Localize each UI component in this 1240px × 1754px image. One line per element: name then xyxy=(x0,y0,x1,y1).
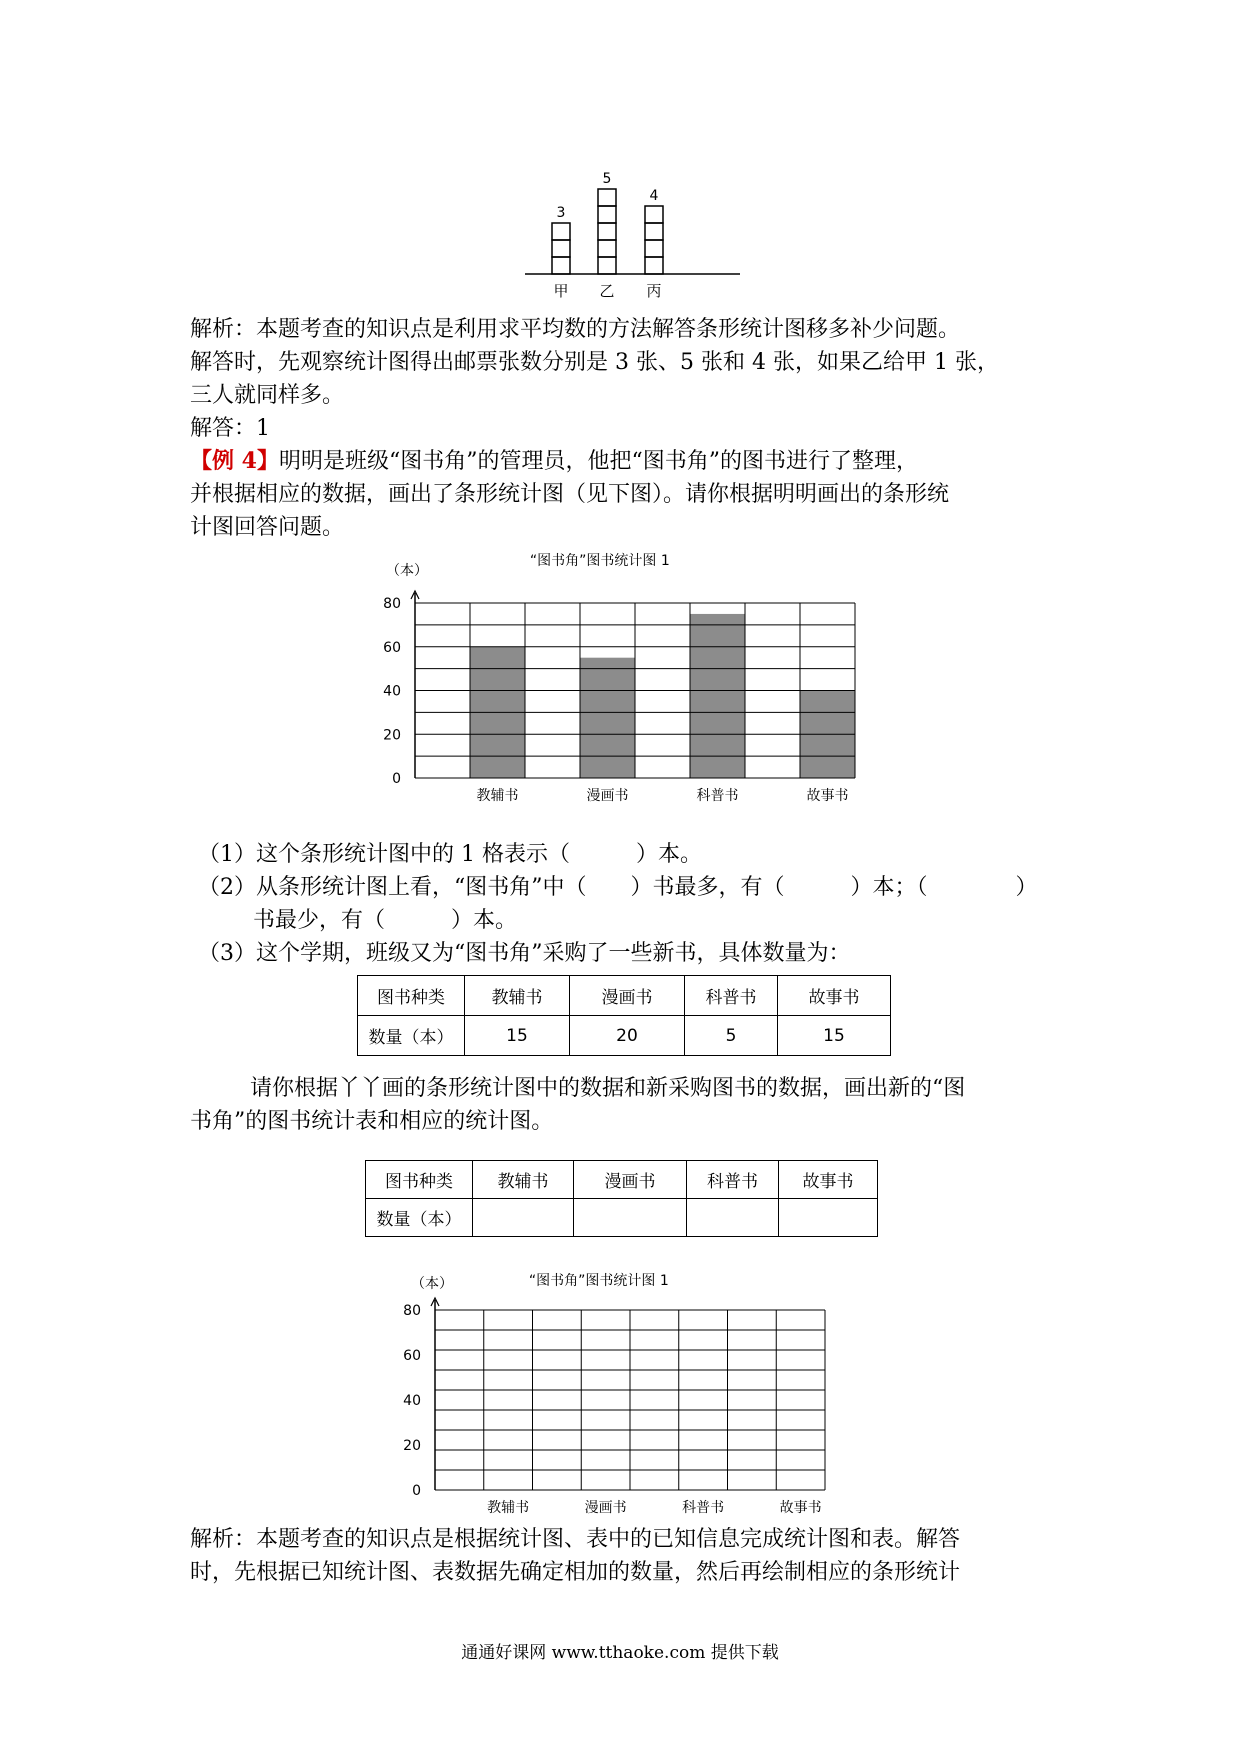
stamp-unit-square xyxy=(598,240,616,257)
instruction-line-1: 请你根据丫丫画的条形统计图中的数据和新采购图书的数据，画出新的“图 xyxy=(250,1076,966,1101)
x-tick-label: 故事书 xyxy=(779,1500,822,1516)
question-2a: （2）从条形统计图上看，“图书角”中（ ）书最多，有（ ）本；（ ） xyxy=(198,875,1038,900)
table-cell: 数量（本） xyxy=(366,1199,473,1237)
stamp-unit-square xyxy=(552,240,570,257)
example-4-tag: 【例 4】 xyxy=(190,448,279,474)
question-1: （1）这个条形统计图中的 1 格表示（ ）本。 xyxy=(198,842,702,867)
y-tick-label: 80 xyxy=(383,596,401,612)
x-tick-label: 科普书 xyxy=(682,1500,725,1516)
y-tick-label: 40 xyxy=(403,1393,421,1409)
stamp-value-label: 3 xyxy=(556,205,566,221)
table-cell: 15 xyxy=(778,1016,891,1056)
table-header-cell: 故事书 xyxy=(778,976,891,1016)
book-chart-1 xyxy=(370,540,880,840)
stamp-value-label: 5 xyxy=(602,171,612,187)
table-cell: 15 xyxy=(465,1016,570,1056)
y-tick-label: 40 xyxy=(383,683,401,700)
stamp-unit-square xyxy=(598,206,616,223)
chart-title: “图书角”图书统计图 1 xyxy=(529,553,670,569)
table-header-cell: 科普书 xyxy=(685,976,778,1016)
y-tick-label: 60 xyxy=(403,1348,421,1364)
stamp-value-label: 4 xyxy=(649,188,659,204)
stamp-unit-square xyxy=(645,206,663,223)
table-cell: 5 xyxy=(685,1016,778,1056)
question-2b: 书最少，有（ ）本。 xyxy=(253,908,518,933)
y-tick-label: 60 xyxy=(383,639,401,656)
example-4-line-2: 并根据相应的数据，画出了条形统计图（见下图）。请你根据明明画出的条形统 xyxy=(190,482,950,507)
stamp-unit-square xyxy=(645,240,663,257)
table-cell[interactable] xyxy=(574,1199,687,1237)
instruction xyxy=(190,1072,1060,1138)
x-tick-label: 教辅书 xyxy=(476,788,519,804)
table-row xyxy=(358,976,891,1016)
example-4-line-1 xyxy=(190,445,1060,478)
stamp-category-label: 乙 xyxy=(599,282,615,300)
x-tick-label: 故事书 xyxy=(806,788,849,804)
table-cell[interactable] xyxy=(473,1199,574,1237)
blank-table xyxy=(365,1160,878,1237)
table-cell: 数量（本） xyxy=(358,1016,465,1056)
y-tick-label: 0 xyxy=(392,771,401,787)
y-tick-label: 20 xyxy=(383,727,401,744)
bar-漫画书 xyxy=(580,658,635,778)
purchase-table xyxy=(357,975,891,1056)
stamp-unit-square xyxy=(598,223,616,240)
stamp-unit-square xyxy=(552,223,570,240)
table-cell: 20 xyxy=(570,1016,685,1056)
table-header-cell: 教辅书 xyxy=(473,1161,574,1199)
table-cell[interactable] xyxy=(687,1199,779,1237)
stamp-category-label: 甲 xyxy=(553,282,569,300)
analysis-2-line-1: 解析：本题考查的知识点是根据统计图、表中的已知信息完成统计图和表。解答 xyxy=(190,1527,961,1552)
stamp-unit-square xyxy=(645,223,663,240)
analysis-1-line-1: 解析：本题考查的知识点是利用求平均数的方法解答条形统计图移多补少问题。 xyxy=(190,317,961,342)
bar-科普书 xyxy=(690,614,745,778)
table-row xyxy=(366,1161,878,1199)
table-header-cell: 科普书 xyxy=(687,1161,779,1199)
y-tick-label: 80 xyxy=(403,1303,421,1319)
example-4-line-3: 计图回答问题。 xyxy=(190,515,345,540)
analysis-1-line-3: 三人就同样多。 xyxy=(190,383,345,408)
analysis-1-line-2: 解答时，先观察统计图得出邮票张数分别是 3 张、5 张和 4 张，如果乙给甲 1 张， xyxy=(190,350,999,375)
table-header-cell: 图书种类 xyxy=(358,976,465,1016)
table-cell[interactable] xyxy=(779,1199,878,1237)
analysis-1 xyxy=(190,313,1060,544)
stamp-unit-square xyxy=(598,257,616,274)
table-row xyxy=(366,1199,878,1237)
table-header-cell: 故事书 xyxy=(779,1161,878,1199)
stamp-unit-square xyxy=(645,257,663,274)
question-3: （3）这个学期，班级又为“图书角”采购了一些新书，具体数量为： xyxy=(198,941,851,966)
table-header-cell: 漫画书 xyxy=(570,976,685,1016)
x-tick-label: 漫画书 xyxy=(584,1500,627,1516)
table-header-cell: 教辅书 xyxy=(465,976,570,1016)
x-tick-label: 科普书 xyxy=(696,788,739,804)
table-header-cell: 图书种类 xyxy=(366,1161,473,1199)
stamp-chart xyxy=(520,150,750,310)
chart-title: “图书角”图书统计图 1 xyxy=(528,1273,669,1289)
stamp-category-label: 丙 xyxy=(646,282,662,300)
analysis-2-line-2: 时，先根据已知统计图、表数据先确定相加的数量，然后再绘制相应的条形统计 xyxy=(190,1560,961,1585)
answer-1: 解答：1 xyxy=(190,416,270,441)
questions xyxy=(198,838,1068,970)
stamp-unit-square xyxy=(552,257,570,274)
stamp-unit-square xyxy=(598,189,616,206)
y-tick-label: 20 xyxy=(403,1438,421,1454)
analysis-2 xyxy=(190,1523,1060,1589)
table-row xyxy=(358,1016,891,1056)
footer: 通通好课网 www.tthaoke.com 提供下载 xyxy=(461,1643,779,1663)
instruction-line-2: 书角”的图书统计表和相应的统计图。 xyxy=(190,1109,554,1134)
y-tick-label: 0 xyxy=(412,1483,421,1499)
example-4-text: 明明是班级“图书角”的管理员，他把“图书角”的图书进行了整理， xyxy=(278,449,918,474)
book-chart-2 xyxy=(395,1265,855,1520)
x-tick-label: 漫画书 xyxy=(586,788,629,804)
table-header-cell: 漫画书 xyxy=(574,1161,687,1199)
x-tick-label: 教辅书 xyxy=(487,1500,530,1516)
y-axis-label: （本） xyxy=(411,1276,453,1292)
y-axis-label: （本） xyxy=(386,563,428,579)
